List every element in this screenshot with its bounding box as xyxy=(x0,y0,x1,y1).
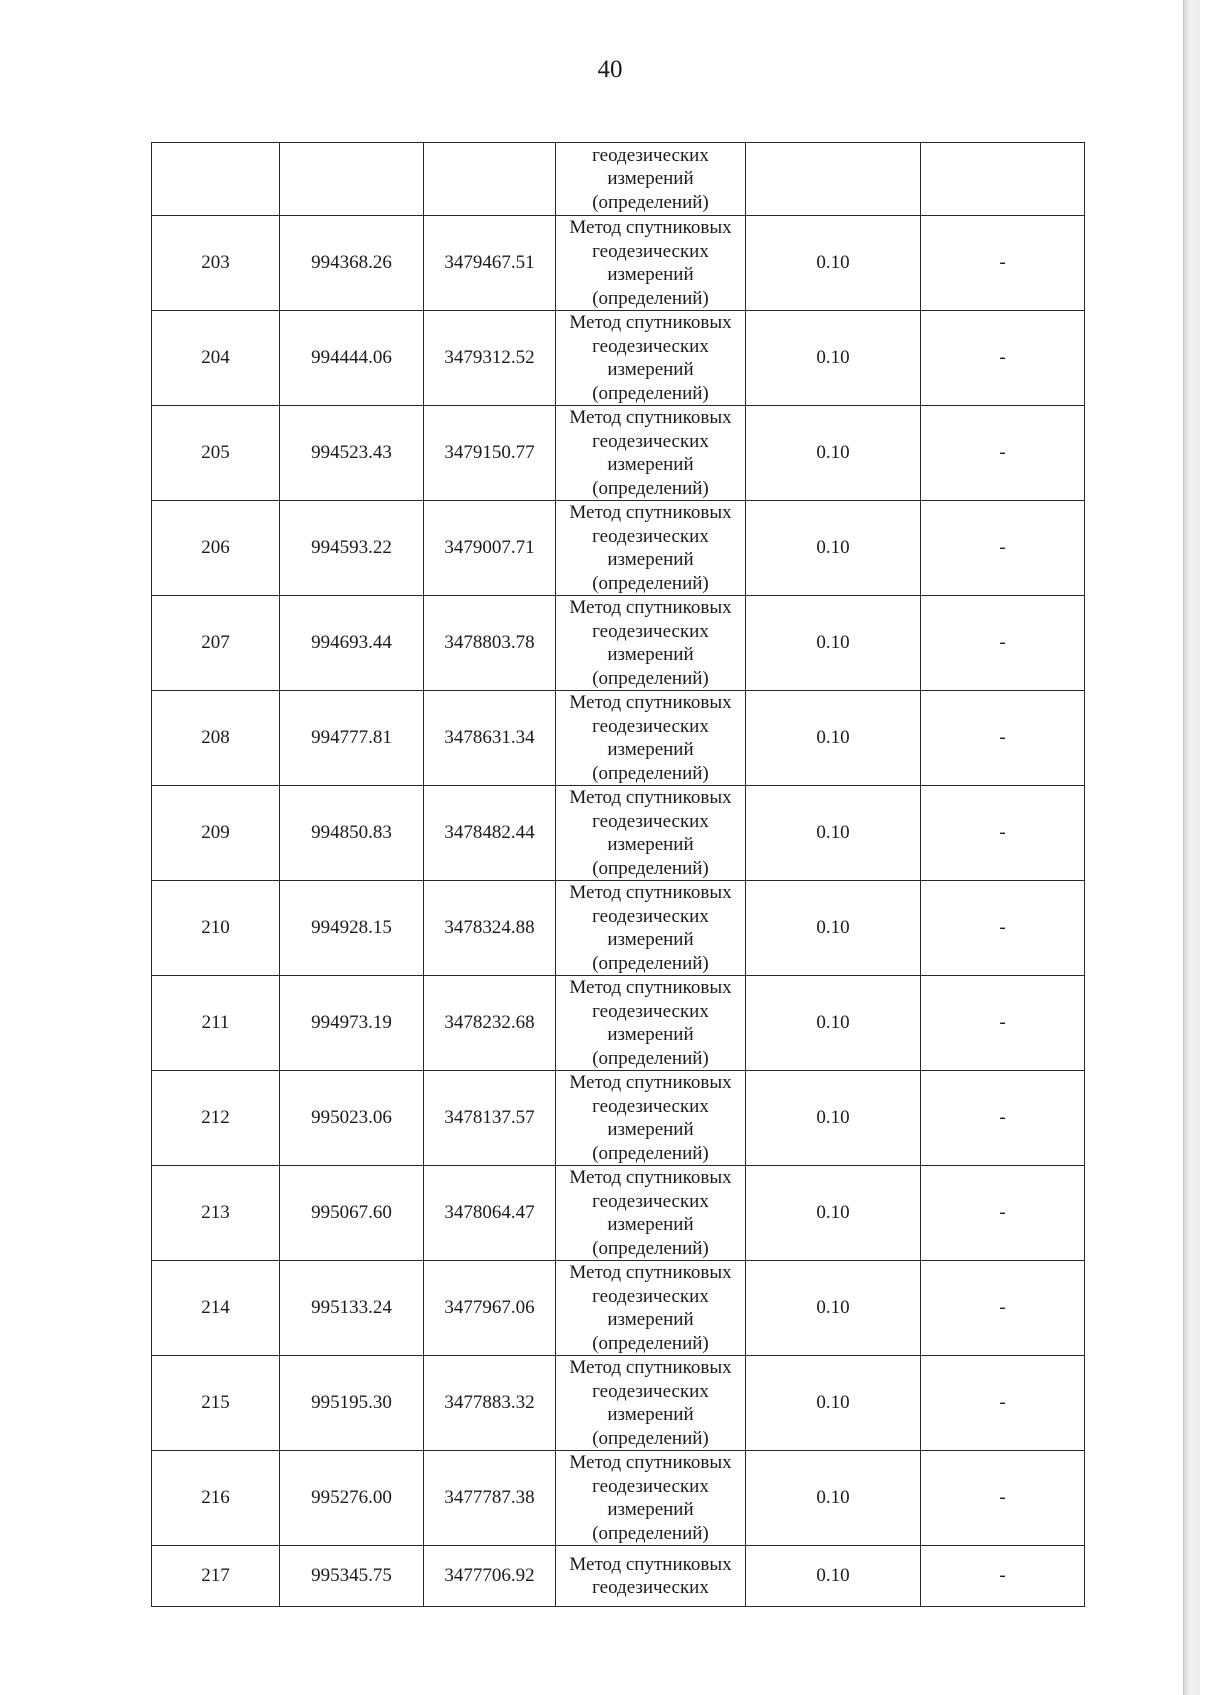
method-line: измерений xyxy=(607,739,694,760)
method-cell xyxy=(556,786,746,881)
accuracy-cell: 0.10 xyxy=(746,1451,921,1546)
method-line: (определений) xyxy=(592,1427,709,1449)
note-cell: - xyxy=(921,1356,1085,1451)
method-line: (определений) xyxy=(592,1522,709,1544)
table-row xyxy=(152,1451,1085,1546)
method-line: Метод спутниковых xyxy=(569,1553,732,1575)
point-number-cell: 213 xyxy=(152,1166,280,1261)
accuracy-cell: 0.10 xyxy=(746,406,921,501)
coordinates-table xyxy=(151,142,1085,1607)
note-cell: - xyxy=(921,1546,1085,1607)
point-number-cell: 205 xyxy=(152,406,280,501)
method-line: (определений) xyxy=(592,477,709,499)
accuracy-cell: 0.10 xyxy=(746,1356,921,1451)
y-coordinate-cell: 3479150.77 xyxy=(424,406,556,501)
method-line: измерений xyxy=(607,549,694,570)
method-cell xyxy=(556,143,746,216)
method-line: измерений xyxy=(607,1214,694,1235)
table-row xyxy=(152,691,1085,786)
accuracy-cell: 0.10 xyxy=(746,691,921,786)
method-line: Метод спутниковых xyxy=(569,407,732,428)
x-coordinate-cell: 994693.44 xyxy=(280,596,424,691)
method-line: измерений xyxy=(607,644,694,665)
method-line: Метод спутниковых xyxy=(569,217,732,238)
method-line: Метод спутниковых xyxy=(569,787,732,808)
method-line: Метод спутниковых xyxy=(569,597,732,618)
x-coordinate-cell: 995276.00 xyxy=(280,1451,424,1546)
method-line: измерений xyxy=(607,1499,694,1520)
method-cell xyxy=(556,691,746,786)
x-coordinate-cell: 994444.06 xyxy=(280,311,424,406)
method-line: геодезических xyxy=(592,1095,709,1117)
note-cell: - xyxy=(921,1166,1085,1261)
method-line: Метод спутниковых xyxy=(569,692,732,713)
y-coordinate-cell: 3479312.52 xyxy=(424,311,556,406)
method-line: Метод спутниковых xyxy=(569,1452,732,1473)
method-cell xyxy=(556,1261,746,1356)
method-line: геодезических xyxy=(592,1285,709,1307)
accuracy-cell: 0.10 xyxy=(746,881,921,976)
table-row xyxy=(152,1166,1085,1261)
method-line: геодезических xyxy=(592,715,709,737)
table-row xyxy=(152,976,1085,1071)
point-number-cell: 210 xyxy=(152,881,280,976)
method-line: (определений) xyxy=(592,191,709,213)
y-coordinate-cell: 3479467.51 xyxy=(424,216,556,311)
y-coordinate-cell: 3478631.34 xyxy=(424,691,556,786)
point-number-cell xyxy=(152,143,280,216)
method-line: (определений) xyxy=(592,1142,709,1164)
y-coordinate-cell: 3478803.78 xyxy=(424,596,556,691)
y-coordinate-cell: 3479007.71 xyxy=(424,501,556,596)
point-number-cell: 208 xyxy=(152,691,280,786)
method-line: геодезических xyxy=(592,810,709,832)
y-coordinate-cell xyxy=(424,143,556,216)
method-line: геодезических xyxy=(592,1000,709,1022)
method-line: (определений) xyxy=(592,857,709,879)
method-line: измерений xyxy=(607,1404,694,1425)
method-line: Метод спутниковых xyxy=(569,312,732,333)
method-line: измерений xyxy=(607,929,694,950)
method-line: измерений xyxy=(607,1024,694,1045)
accuracy-cell xyxy=(746,143,921,216)
accuracy-cell: 0.10 xyxy=(746,976,921,1071)
table-row xyxy=(152,406,1085,501)
y-coordinate-cell: 3477787.38 xyxy=(424,1451,556,1546)
table-row xyxy=(152,881,1085,976)
accuracy-cell: 0.10 xyxy=(746,1071,921,1166)
method-cell xyxy=(556,1451,746,1546)
x-coordinate-cell: 995195.30 xyxy=(280,1356,424,1451)
note-cell: - xyxy=(921,216,1085,311)
accuracy-cell: 0.10 xyxy=(746,216,921,311)
method-line: (определений) xyxy=(592,952,709,974)
x-coordinate-cell: 994368.26 xyxy=(280,216,424,311)
y-coordinate-cell: 3478482.44 xyxy=(424,786,556,881)
method-line: геодезических xyxy=(592,1577,709,1598)
point-number-cell: 215 xyxy=(152,1356,280,1451)
method-cell xyxy=(556,881,746,976)
method-line: (определений) xyxy=(592,1237,709,1259)
table-row xyxy=(152,1356,1085,1451)
table-row xyxy=(152,501,1085,596)
x-coordinate-cell: 995345.75 xyxy=(280,1546,424,1607)
y-coordinate-cell: 3478064.47 xyxy=(424,1166,556,1261)
note-cell: - xyxy=(921,881,1085,976)
x-coordinate-cell: 995023.06 xyxy=(280,1071,424,1166)
point-number-cell: 203 xyxy=(152,216,280,311)
method-line: Метод спутниковых xyxy=(569,1072,732,1093)
note-cell: - xyxy=(921,1451,1085,1546)
continuation-row xyxy=(152,143,1085,216)
table-row xyxy=(152,596,1085,691)
accuracy-cell: 0.10 xyxy=(746,786,921,881)
method-line: измерений xyxy=(607,264,694,285)
point-number-cell: 209 xyxy=(152,786,280,881)
x-coordinate-cell: 994523.43 xyxy=(280,406,424,501)
accuracy-cell: 0.10 xyxy=(746,1546,921,1607)
method-line: Метод спутниковых xyxy=(569,882,732,903)
x-coordinate-cell: 994928.15 xyxy=(280,881,424,976)
method-line: геодезических xyxy=(592,240,709,262)
method-line: (определений) xyxy=(592,382,709,404)
method-line: Метод спутниковых xyxy=(569,502,732,523)
method-line: Метод спутниковых xyxy=(569,1167,732,1188)
table-row xyxy=(152,786,1085,881)
note-cell xyxy=(921,143,1085,216)
method-line: (определений) xyxy=(592,762,709,784)
point-number-cell: 216 xyxy=(152,1451,280,1546)
point-number-cell: 212 xyxy=(152,1071,280,1166)
note-cell: - xyxy=(921,501,1085,596)
y-coordinate-cell: 3477967.06 xyxy=(424,1261,556,1356)
y-coordinate-cell: 3477706.92 xyxy=(424,1546,556,1607)
note-cell: - xyxy=(921,596,1085,691)
note-cell: - xyxy=(921,311,1085,406)
scan-edge-strip xyxy=(1183,0,1200,1695)
method-line: Метод спутниковых xyxy=(569,977,732,998)
note-cell: - xyxy=(921,1071,1085,1166)
method-line: измерений xyxy=(607,834,694,855)
point-number-cell: 214 xyxy=(152,1261,280,1356)
note-cell: - xyxy=(921,1261,1085,1356)
method-cell xyxy=(556,1166,746,1261)
method-line: геодезических xyxy=(592,430,709,452)
method-line: измерений xyxy=(607,454,694,475)
y-coordinate-cell: 3478324.88 xyxy=(424,881,556,976)
method-line: Метод спутниковых xyxy=(569,1262,732,1283)
x-coordinate-cell: 994593.22 xyxy=(280,501,424,596)
method-line: Метод спутниковых xyxy=(569,1357,732,1378)
method-cell xyxy=(556,1071,746,1166)
method-line: геодезических xyxy=(592,1190,709,1212)
method-line: геодезических xyxy=(592,620,709,642)
method-line: (определений) xyxy=(592,1047,709,1069)
method-cell xyxy=(556,1356,746,1451)
method-line: измерений xyxy=(607,168,694,190)
method-cell xyxy=(556,501,746,596)
method-line: геодезических xyxy=(592,905,709,927)
x-coordinate-cell: 994777.81 xyxy=(280,691,424,786)
point-number-cell: 204 xyxy=(152,311,280,406)
page-number: 40 xyxy=(597,56,623,83)
note-cell: - xyxy=(921,976,1085,1071)
method-line: геодезических xyxy=(592,144,709,166)
accuracy-cell: 0.10 xyxy=(746,1261,921,1356)
method-line: геодезических xyxy=(592,1475,709,1497)
accuracy-cell: 0.10 xyxy=(746,1166,921,1261)
method-line: измерений xyxy=(607,1309,694,1330)
table-row xyxy=(152,216,1085,311)
point-number-cell: 211 xyxy=(152,976,280,1071)
method-line: измерений xyxy=(607,359,694,380)
table-row xyxy=(152,1261,1085,1356)
coordinates-table-container xyxy=(151,142,1084,1598)
method-line: геодезических xyxy=(592,335,709,357)
accuracy-cell: 0.10 xyxy=(746,501,921,596)
note-cell: - xyxy=(921,691,1085,786)
point-number-cell: 206 xyxy=(152,501,280,596)
accuracy-cell: 0.10 xyxy=(746,596,921,691)
point-number-cell: 207 xyxy=(152,596,280,691)
table-row xyxy=(152,1071,1085,1166)
table-row xyxy=(152,311,1085,406)
method-line: геодезических xyxy=(592,525,709,547)
y-coordinate-cell: 3478137.57 xyxy=(424,1071,556,1166)
table-row xyxy=(152,1546,1085,1607)
method-line: (определений) xyxy=(592,1332,709,1354)
x-coordinate-cell: 994850.83 xyxy=(280,786,424,881)
method-line: измерений xyxy=(607,1119,694,1140)
method-cell xyxy=(556,976,746,1071)
method-cell xyxy=(556,1546,746,1607)
point-number-cell: 217 xyxy=(152,1546,280,1607)
method-line: (определений) xyxy=(592,667,709,689)
x-coordinate-cell: 995067.60 xyxy=(280,1166,424,1261)
x-coordinate-cell: 994973.19 xyxy=(280,976,424,1071)
y-coordinate-cell: 3477883.32 xyxy=(424,1356,556,1451)
method-line: (определений) xyxy=(592,572,709,594)
x-coordinate-cell xyxy=(280,143,424,216)
method-cell xyxy=(556,216,746,311)
method-cell xyxy=(556,311,746,406)
method-cell xyxy=(556,406,746,501)
note-cell: - xyxy=(921,786,1085,881)
note-cell: - xyxy=(921,406,1085,501)
method-line: (определений) xyxy=(592,287,709,309)
y-coordinate-cell: 3478232.68 xyxy=(424,976,556,1071)
method-line: геодезических xyxy=(592,1380,709,1402)
accuracy-cell: 0.10 xyxy=(746,311,921,406)
method-cell xyxy=(556,596,746,691)
x-coordinate-cell: 995133.24 xyxy=(280,1261,424,1356)
